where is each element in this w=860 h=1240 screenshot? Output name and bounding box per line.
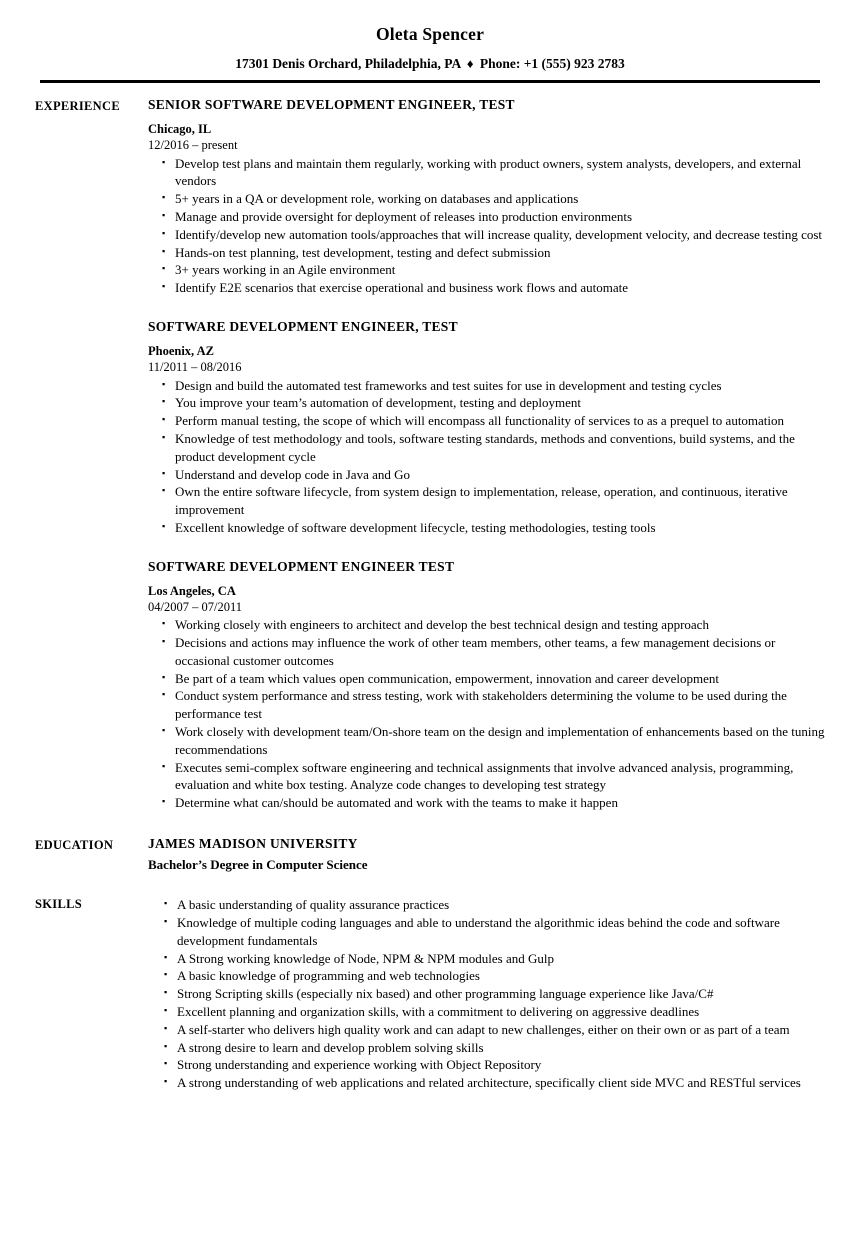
job-entry — [148, 559, 830, 812]
skills-section — [0, 895, 860, 1092]
job-entry — [148, 97, 830, 297]
job-title: SOFTWARE DEVELOPMENT ENGINEER TEST — [148, 558, 455, 574]
job-bullet: ▪ Determine what can/should be automated and work with the teams to make it happen — [148, 794, 830, 812]
skill-bullet: ▪ Excellent planning and organization skills, with a commitment to delivering on aggressive deadlines — [148, 1003, 830, 1021]
job-bullet: ▪ Excellent knowledge of software development lifecycle, testing methodologies, testing tools — [148, 519, 830, 537]
job-bullet-list — [148, 155, 830, 297]
skill-bullet: ▪ A basic understanding of quality assurance practices — [148, 896, 830, 914]
diamond-separator-icon: ♦ — [466, 56, 474, 71]
job-bullet: ▪ Working closely with engineers to architect and develop the best technical design and testing approach — [148, 616, 830, 634]
job-dates: 11/2011 – 08/2016 — [148, 359, 242, 374]
skill-bullet: ▪ A self-starter who delivers high quality work and can adapt to new challenges, either on their own or as part of a team — [148, 1021, 830, 1039]
skill-bullet: ▪ A strong understanding of web applications and related architecture, specifically client side MVC and RESTful services — [148, 1074, 830, 1092]
job-title: SOFTWARE DEVELOPMENT ENGINEER, TEST — [148, 319, 458, 335]
job-bullet: ▪ You improve your team’s automation of development, testing and deployment — [148, 394, 830, 412]
section-label-skills: SKILLS — [35, 897, 82, 912]
job-bullet: ▪ 5+ years in a QA or development role, working on databases and applications — [148, 190, 830, 208]
header-divider — [40, 80, 820, 83]
job-bullet: ▪ Understand and develop code in Java and Go — [148, 466, 830, 484]
job-dates: 04/2007 – 07/2011 — [148, 599, 242, 614]
contact-address: 17301 Denis Orchard, Philadelphia, PA — [235, 56, 461, 71]
job-bullet: ▪ Conduct system performance and stress testing, work with stakeholders determining the volume to be used during the performance test — [148, 687, 830, 723]
job-bullet: ▪ Hands-on test planning, test development, testing and defect submission — [148, 244, 830, 262]
skills-body — [148, 895, 830, 1092]
section-label-education: EDUCATION — [35, 838, 114, 852]
skill-bullet: ▪ Strong understanding and experience working with Object Repository — [148, 1056, 830, 1074]
experience-section — [0, 97, 860, 812]
job-bullet: ▪ Identify/develop new automation tools/approaches that will increase quality, development velocity, and decrease testing cost — [148, 226, 830, 244]
education-section — [0, 836, 860, 873]
job-bullet: ▪ Design and build the automated test frameworks and test suites for use in development and testing cycles — [148, 377, 830, 395]
job-bullet: ▪ Perform manual testing, the scope of which will encompass all functionality of services to as a prequel to automation — [148, 412, 830, 430]
job-location: Los Angeles, CA — [148, 583, 236, 598]
skill-bullet: ▪ Knowledge of multiple coding languages and able to understand the algorithmic ideas behind the code and software development fundamentals — [148, 914, 830, 950]
job-bullet: ▪ Manage and provide oversight for deployment of releases into production environments — [148, 208, 830, 226]
job-location: Phoenix, AZ — [148, 343, 214, 358]
education-body — [148, 836, 830, 873]
contact-phone: Phone: +1 (555) 923 2783 — [479, 56, 625, 71]
education-degree: Bachelor’s Degree in Computer Science — [148, 856, 368, 872]
resume-header — [0, 0, 860, 83]
education-school: JAMES MADISON UNIVERSITY — [148, 836, 358, 851]
job-bullet-list — [148, 377, 830, 537]
job-bullet: ▪ Knowledge of test methodology and tools, software testing standards, methods and conventions, build systems, and the product development cycle — [148, 430, 830, 466]
job-bullet: ▪ Own the entire software lifecycle, from system design to implementation, release, operation, and continuous, iterative improvement — [148, 483, 830, 519]
job-bullet: ▪ Work closely with development team/On-shore team on the design and implementation of enhancements based on the tuning recommendations — [148, 723, 830, 759]
skills-bullet-list — [148, 896, 830, 1092]
skill-bullet: ▪ A basic knowledge of programming and web technologies — [148, 967, 830, 985]
contact-line — [0, 56, 860, 72]
job-entry — [148, 319, 830, 537]
skill-bullet: ▪ A Strong working knowledge of Node, NPM & NPM modules and Gulp — [148, 950, 830, 968]
job-bullet: ▪ Be part of a team which values open communication, empowerment, innovation and career development — [148, 670, 830, 688]
job-dates: 12/2016 – present — [148, 138, 238, 153]
job-bullet-list — [148, 616, 830, 812]
job-bullet: ▪ Executes semi-complex software engineering and technical assignments that involve advanced analysis, programming, evaluation and white box testing. Analyze code changes to developing test strategy — [148, 759, 830, 795]
job-location: Chicago, IL — [148, 122, 212, 137]
job-bullet: ▪ 3+ years working in an Agile environment — [148, 261, 830, 279]
skill-bullet: ▪ A strong desire to learn and develop problem solving skills — [148, 1039, 830, 1057]
experience-body — [148, 97, 830, 812]
job-title: SENIOR SOFTWARE DEVELOPMENT ENGINEER, TEST — [148, 97, 515, 113]
candidate-name: Oleta Spencer — [375, 24, 485, 44]
job-bullet: ▪ Develop test plans and maintain them regularly, working with product owners, system analysts, developers, and external vendors — [148, 155, 830, 191]
job-bullet: ▪ Decisions and actions may influence the work of other team members, other teams, a few management decisions or occasional customer outcomes — [148, 634, 830, 670]
skill-bullet: ▪ Strong Scripting skills (especially nix based) and other programming language experience like Java/C# — [148, 985, 830, 1003]
section-label-experience: EXPERIENCE — [35, 99, 120, 114]
job-bullet: ▪ Identify E2E scenarios that exercise operational and business work flows and automate — [148, 279, 830, 297]
